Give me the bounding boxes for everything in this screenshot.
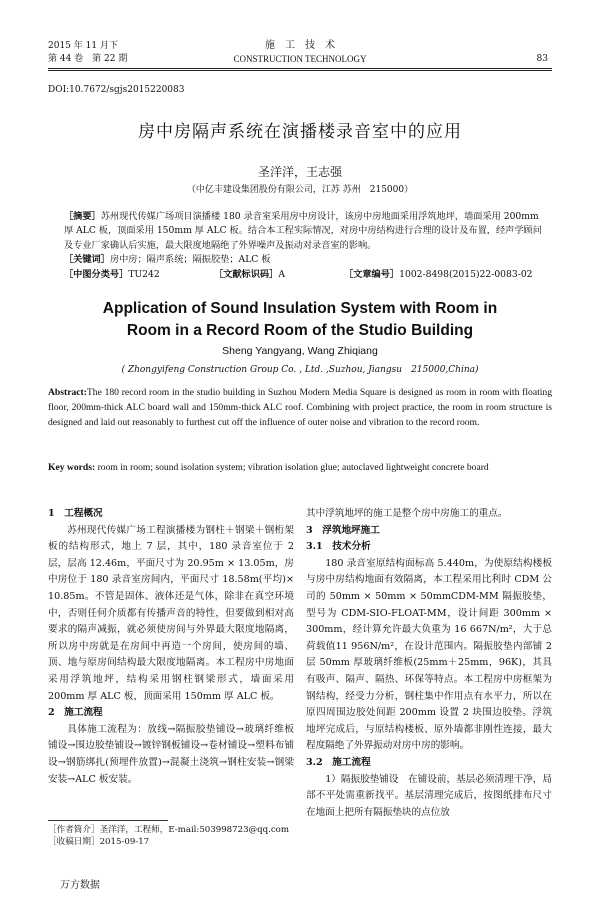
article-no-value: 1002-8498(2015)22-0083-02 (399, 268, 533, 280)
right-col-intro: 其中浮筑地坪的施工是整个房中房施工的重点。 (306, 508, 508, 519)
section-3-2-para: 1）隔振胶垫铺设 在铺设前，基层必须清理干净，局部不平处需重新找平。基层清理完成后，按图纸排布尺寸在地面上把所有隔振垫块的点位放 (306, 773, 552, 818)
clc-label: ［中图分类号］ (64, 268, 129, 280)
section-3-1-para: 180 录音室原结构面标高 5.440m，为使原结构楼板与房中房结构地面有效隔离，本工程采用比利时 CDM 公司的 50mm × 50mm × 50mmCDM-MM 隔振胶垫，型号为 CDM-SIO-FLOAT-MM，设计间距 300mm × 300mm，经计算允许最大负重为 16 667N/m²，大于总荷载值11 956N/m²，在设计范围内。隔振胶垫内部铺 2 层 50mm 厚玻璃纤维板(25mm＋25mm，96K)，其具有吸声、隔声、隔热、环保等特点。本工程房中房框架为钢结构，经受力分析，钢柱集中作用点有水平力，所以在原四周围边胶处间距 200mm 设置 2 块围边胶垫。浮筑地坪完成后，与原结构楼板、原外墙都非刚性连接，最大程度隔绝了外界振动对房中房的影响。 (306, 557, 552, 752)
keywords-en-label: Key words: (48, 462, 96, 473)
section-1-para: 苏州现代传媒广场工程演播楼为钢柱＋钢梁＋钢桁架板的结构形式，地上 7 层，其中，180 录音室位于 2 层，层高 12.46m，平面尺寸为 20.95m × 13.05m，房中房位于 180 录音室房间内，平面尺寸 18.58m(平均)× 10.85m。不管是固体、液体还是气体，除非在真空环境中，否则任何介质都有传播声音的特性，但要做到相对高要求的隔声减振，就必须使房间与外界最大限度地隔离，所以房中房就是在房间中再造一个房间，使房间的墙、顶、地与原房间结构最大限度地隔离。本工程房中房地面采用浮筑地坪，结构采用钢柱钢梁形式，墙面采用 200mm 厚 ALC 板，顶面采用 150mm 厚 ALC 板。 (48, 524, 294, 702)
doc-code-value: A (278, 268, 285, 280)
section-1-heading: 1 工程概况 (48, 508, 103, 519)
journal-name-cn: 施 工 技 术 (265, 40, 335, 51)
footnote-author-label: ［作者简介］ (48, 825, 100, 835)
abstract-en-label: Abstract: (48, 387, 87, 398)
page-number: 83 (536, 54, 548, 64)
journal-name-en: CONSTRUCTION TECHNOLOGY (233, 54, 367, 64)
footnote-rule (48, 820, 168, 821)
keywords-en: room in room; sound isolation system; vibration isolation glue; autoclaved lightweight concrete board (97, 462, 489, 473)
footnote-received-text: 2015-09-17 (99, 837, 150, 847)
footnote-received-label: ［收稿日期］ (48, 837, 100, 847)
section-3-heading: 3 浮筑地坪施工 (306, 524, 380, 536)
doi: DOI:10.7672/sgjs2015220083 (48, 85, 185, 95)
clc-value: TU242 (128, 268, 160, 280)
authors-en: Sheng Yangyang, Wang Zhiqiang (222, 345, 378, 357)
section-2-para: 具体施工流程为：放线→隔振胶垫铺设→玻璃纤维板铺设→围边胶垫铺设→镀锌钢板铺设→卷材铺设→塑料布铺设→钢筋绑扎(预埋件放置)→混凝土浇筑→钢柱安装→钢梁安装→ALC 板安装。 (48, 723, 294, 785)
keywords-en-block (48, 460, 552, 475)
affiliation-en: ( Zhongyifeng Construction Group Co. , Ltd. ,Suzhou, Jiangsu 215000,China) (121, 365, 479, 375)
authors-cn: 圣洋洋，王志强 (257, 165, 342, 179)
watermark: 万方数据 (60, 880, 100, 891)
section-3-2-heading: 3.2 施工流程 (306, 756, 371, 768)
left-column (48, 506, 294, 788)
title-cn: 房中房隔声系统在演播楼录音室中的应用 (138, 122, 462, 142)
keywords-cn-label: ［关键词］ (64, 254, 110, 266)
abstract-cn-line3: 及专业厂家确认后实施，最大限度地隔绝了外界噪声及振动对录音室的影响。 (64, 239, 377, 251)
affiliation-cn: （中亿丰建设集团股份有限公司，江苏 苏州 215000） (186, 185, 414, 195)
abstract-cn-line1: 苏州现代传媒广场项目演播楼 180 录音室采用房中房设计，该房中房地面采用浮筑地坪，墙面采用 200mm (100, 211, 539, 222)
title-en-line2: Room in a Record Room of the Studio Building (126, 322, 474, 339)
abstract-en-text: The 180 record room in the studio building in Suzhou Modern Media Square is designed as room in room with floating floor, 200mm-thick ALC board wall and 150mm-thick ALC roof. Combining with project practice, the room in room structure is designed and laid out reasonably to furthest cut off the influence of outer noise and vibration to the record room. (48, 387, 552, 428)
doc-code-label: ［文献标识码］ (214, 268, 279, 280)
abstract-cn (64, 210, 544, 282)
section-3-1-heading: 3.1 技术分析 (306, 541, 371, 553)
keywords-cn: 房中房；隔声系统；隔振胶垫；ALC 板 (109, 254, 271, 266)
footnote-author-text: 圣洋洋，工程师，E-mail:503998723@qq.com (99, 825, 290, 835)
abstract-cn-line2: 厚 ALC 板，顶面采用 150mm 厚 ALC 板。结合本工程实际情况，对房中房结构进行合理的设计及布置，经声学顾问 (64, 225, 542, 237)
abstract-en (48, 385, 552, 430)
title-en (40, 298, 560, 342)
issue-date: 2015 年 11 月下 (48, 41, 118, 51)
title-en-line1: Application of Sound Insulation System with Room in (102, 300, 498, 317)
volume-issue: 第 44 卷 第 22 期 (48, 54, 128, 64)
header-rule (48, 68, 552, 69)
footnote (48, 824, 294, 848)
header-rule-thin (48, 70, 552, 71)
abstract-cn-label: ［摘要］ (64, 211, 101, 222)
article-no-label: ［文章编号］ (344, 268, 400, 280)
section-2-heading: 2 施工流程 (48, 707, 103, 719)
right-column (306, 506, 552, 821)
